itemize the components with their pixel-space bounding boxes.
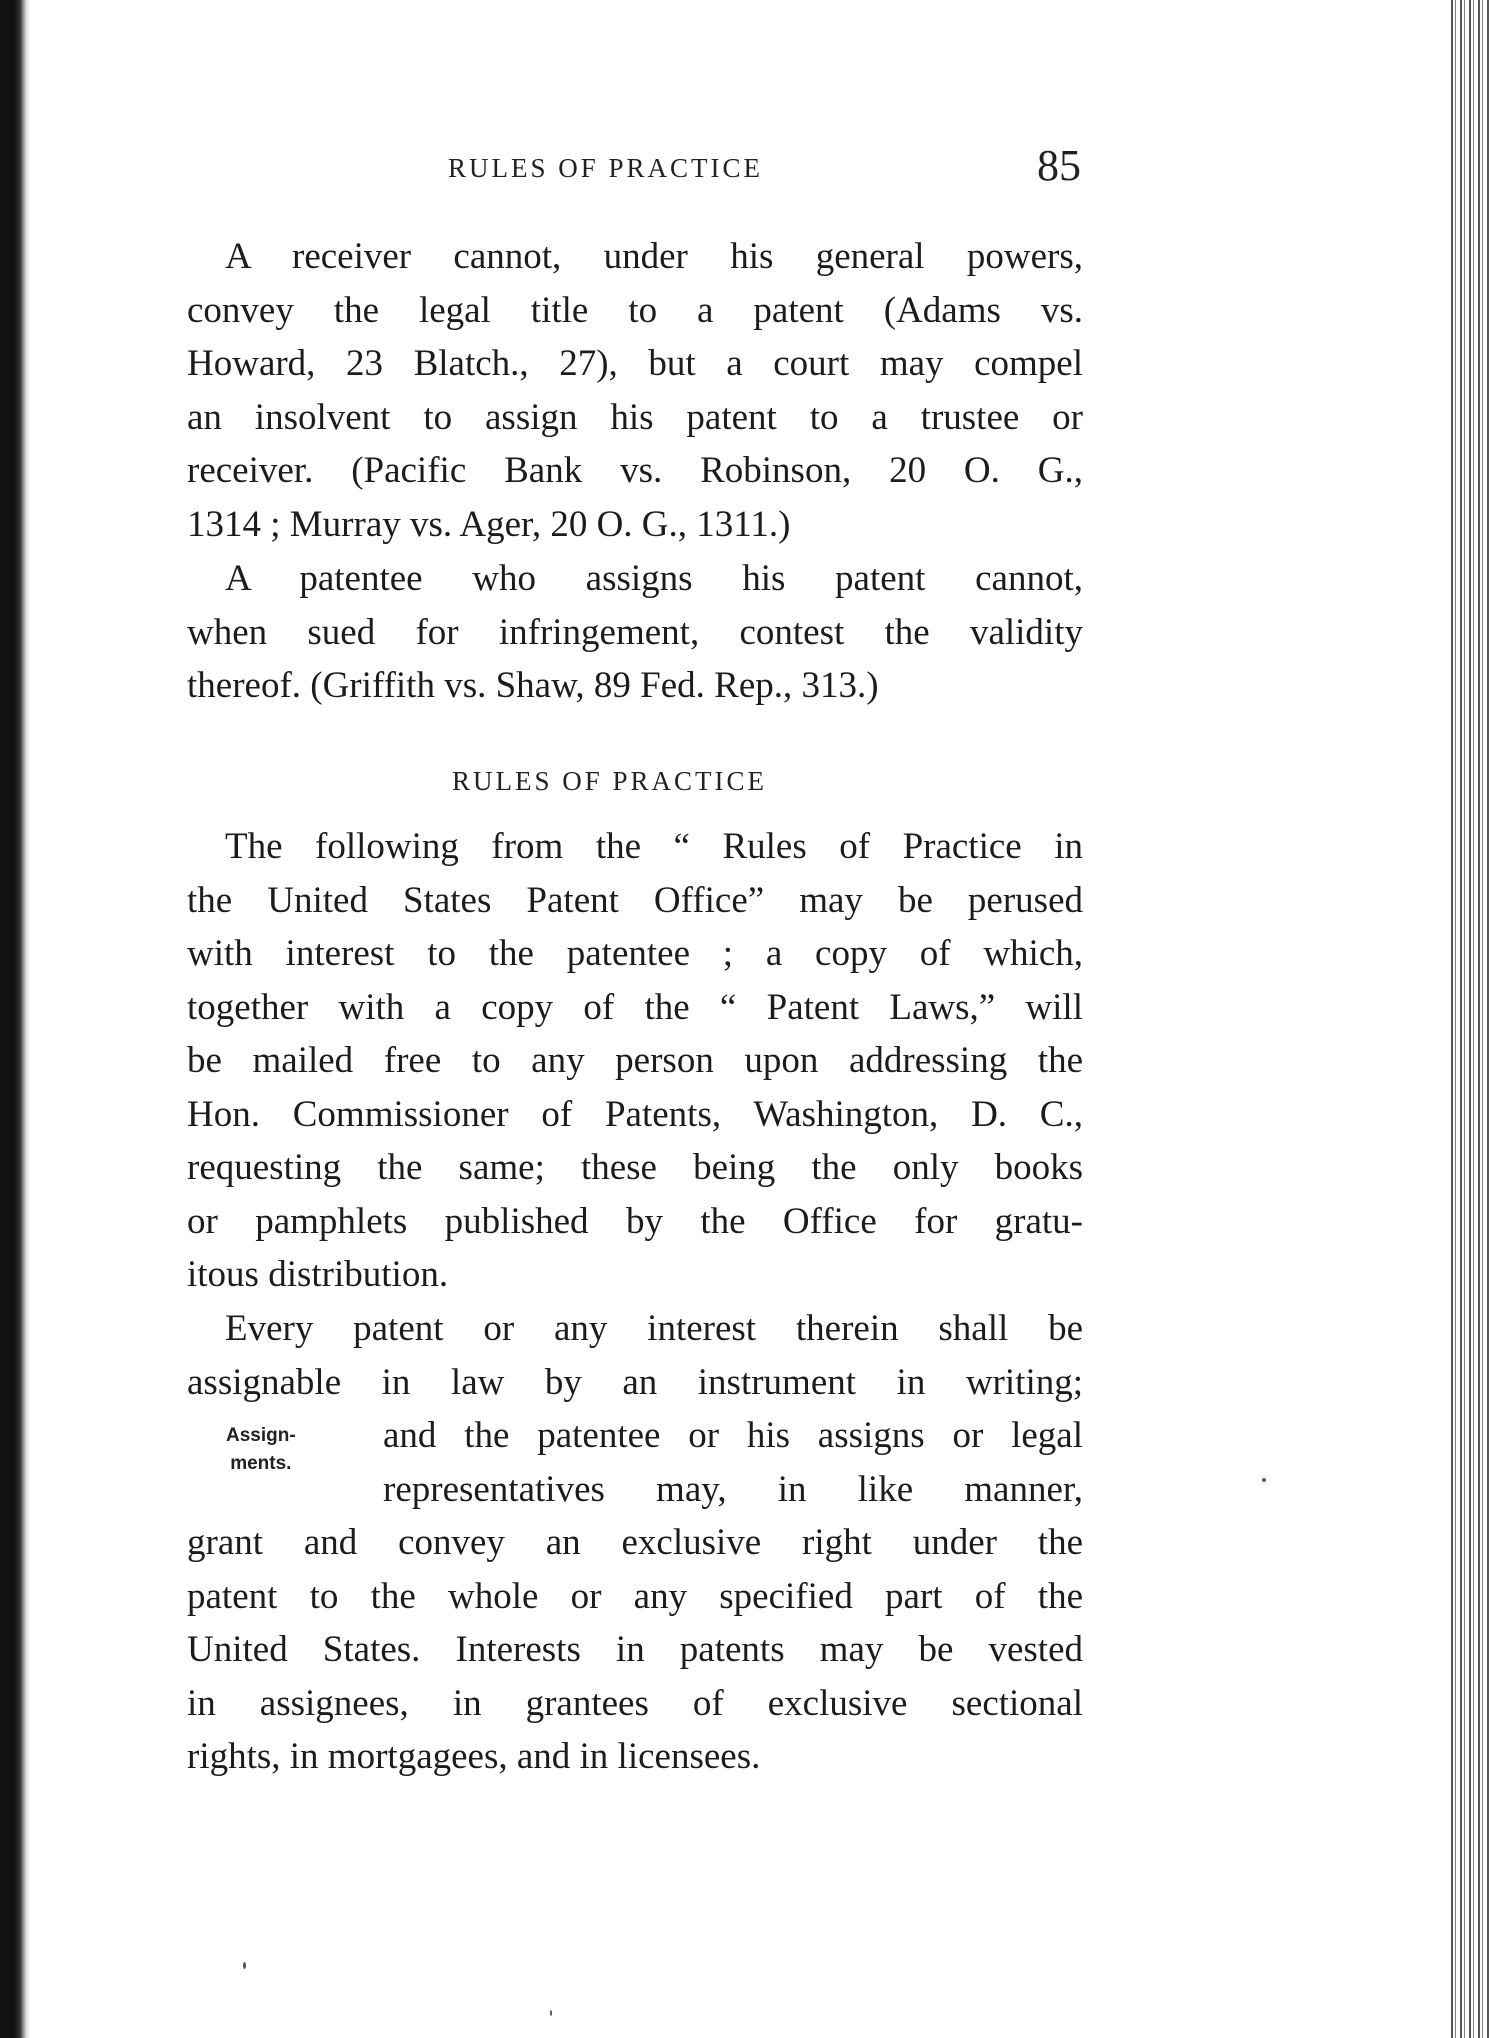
text-line: Howard, 23 Blatch., 27), but a court may compel: [187, 343, 1083, 384]
text-line: United States. Interests in patents may be vested: [187, 1629, 1083, 1670]
text-line: when sued for infringement, contest the validity: [187, 611, 1083, 653]
scan-speck: [243, 1962, 246, 1969]
scan-speck: [1262, 1478, 1266, 1482]
scan-speck: [550, 2010, 552, 2016]
text-line: thereof. (Griffith vs. Shaw, 89 Fed. Rep., 313.): [187, 665, 879, 706]
sidenote-line: ments.: [230, 1453, 292, 1474]
text-line: convey the legal title to a patent (Adams vs.: [187, 289, 1083, 331]
text-line: with interest to the patentee ; a copy of which,: [187, 933, 1083, 974]
paragraph-patentee: [187, 552, 1083, 713]
text-line: and the patentee or his assigns or legal: [383, 1415, 1083, 1456]
text-line: A patentee who assigns his patent cannot,: [225, 558, 1083, 599]
text-line: 1314 ; Murray vs. Ager, 20 O. G., 1311.): [187, 503, 791, 545]
text-line: requesting the same; these being the only books: [187, 1147, 1083, 1188]
paragraph-receiver: [187, 230, 1083, 551]
text-line: assignable in law by an instrument in writing;: [187, 1361, 1083, 1403]
text-line: itous distribution.: [187, 1254, 449, 1295]
text-line: Hon. Commissioner of Patents, Washington, D. C.,: [187, 1093, 1083, 1135]
text-line: together with a copy of the “ Patent Laws,” will: [187, 986, 1083, 1028]
text-line: rights, in mortgagees, and in licensees.: [187, 1736, 761, 1777]
margin-sidenote: [226, 1422, 296, 1478]
sidenote-line: Assign-: [226, 1425, 296, 1446]
text-line: receiver. (Pacific Bank vs. Robinson, 20 O. G.,: [187, 450, 1083, 491]
page-number: 85: [1037, 141, 1081, 190]
paragraph-every-patent: [187, 1302, 1083, 1784]
text-line: A receiver cannot, under his general powers,: [225, 236, 1083, 277]
text-line: in assignees, in grantees of exclusive sectional: [187, 1682, 1083, 1724]
text-line: the United States Patent Office” may be perused: [187, 879, 1083, 921]
text-line: Every patent or any interest therein shall be: [225, 1308, 1083, 1349]
text-line: representatives may, in like manner,: [383, 1468, 1083, 1510]
running-head: RULES OF PRACTICE: [448, 153, 764, 183]
text-line: an insolvent to assign his patent to a trustee or: [187, 396, 1083, 438]
text-line: be mailed free to any person upon addressing the: [187, 1040, 1083, 1081]
text-line: The following from the “ Rules of Practice in: [225, 826, 1083, 867]
text-line: or pamphlets published by the Office for gratu-: [187, 1200, 1083, 1242]
paragraph-following: [187, 820, 1083, 1302]
text-line: patent to the whole or any specified part of the: [187, 1575, 1083, 1617]
text-line: grant and convey an exclusive right under the: [187, 1522, 1083, 1563]
section-heading: RULES OF PRACTICE: [452, 766, 768, 796]
